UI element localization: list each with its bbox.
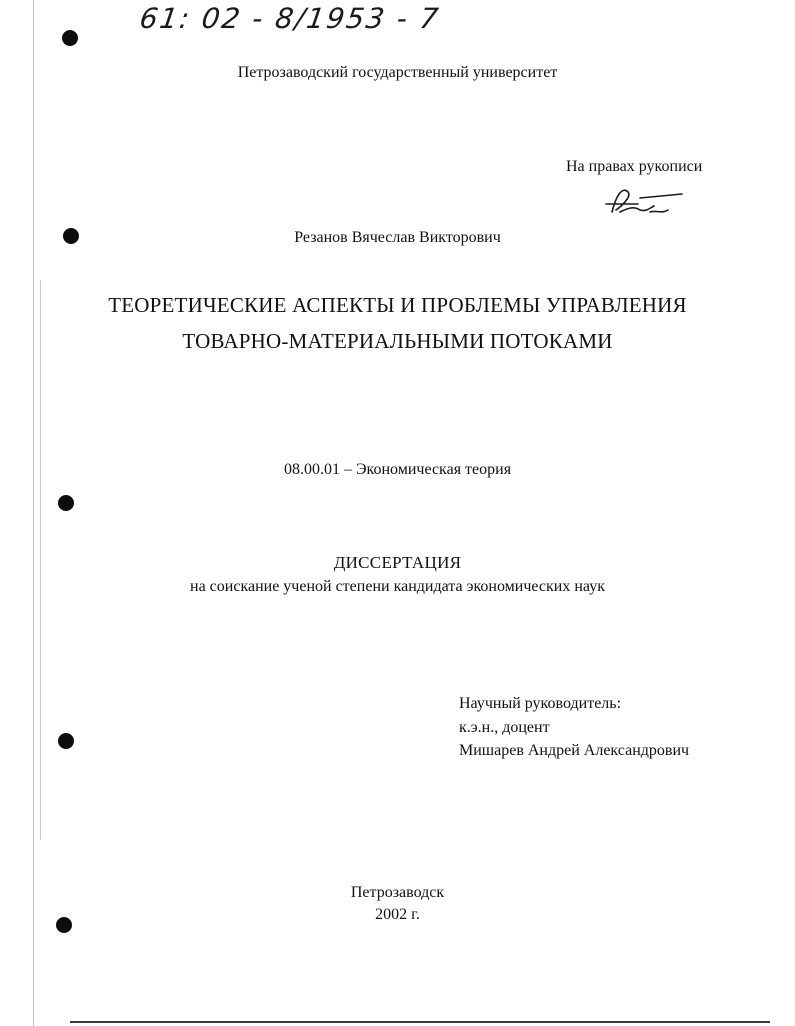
rights-note: На правах рукописи xyxy=(566,158,703,175)
year: 2002 г. xyxy=(375,906,420,923)
advisor-label: Научный руководитель: xyxy=(459,695,622,712)
city: Петрозаводск xyxy=(350,884,445,901)
binding-hole-mark xyxy=(62,30,78,46)
scan-edge-line xyxy=(33,0,34,1026)
specialty-code: 08.00.01 – Экономическая теория xyxy=(283,461,512,478)
binding-hole-mark xyxy=(58,733,74,749)
author-name: Резанов Вячеслав Викторович xyxy=(294,229,501,246)
page-bottom-edge xyxy=(70,1021,770,1023)
university-name: Петрозаводский государственный университет xyxy=(237,64,558,81)
advisor-credentials: к.э.н., доцент xyxy=(459,719,550,736)
document-type: ДИССЕРТАЦИЯ xyxy=(333,553,462,572)
archive-code: 61: 02 - 8/1953 - 7 xyxy=(137,2,443,35)
thesis-title-line-1: ТЕОРЕТИЧЕСКИЕ АСПЕКТЫ И ПРОБЛЕМЫ УПРАВЛЕНИЯ xyxy=(108,293,687,317)
binding-hole-mark xyxy=(58,495,74,511)
degree-statement: на соискание ученой степени кандидата экономических наук xyxy=(190,578,605,595)
thesis-title-line-2: ТОВАРНО-МАТЕРИАЛЬНЫМИ ПОТОКАМИ xyxy=(182,329,613,353)
advisor-name: Мишарев Андрей Александрович xyxy=(459,742,690,759)
handwritten-signature xyxy=(598,182,688,222)
